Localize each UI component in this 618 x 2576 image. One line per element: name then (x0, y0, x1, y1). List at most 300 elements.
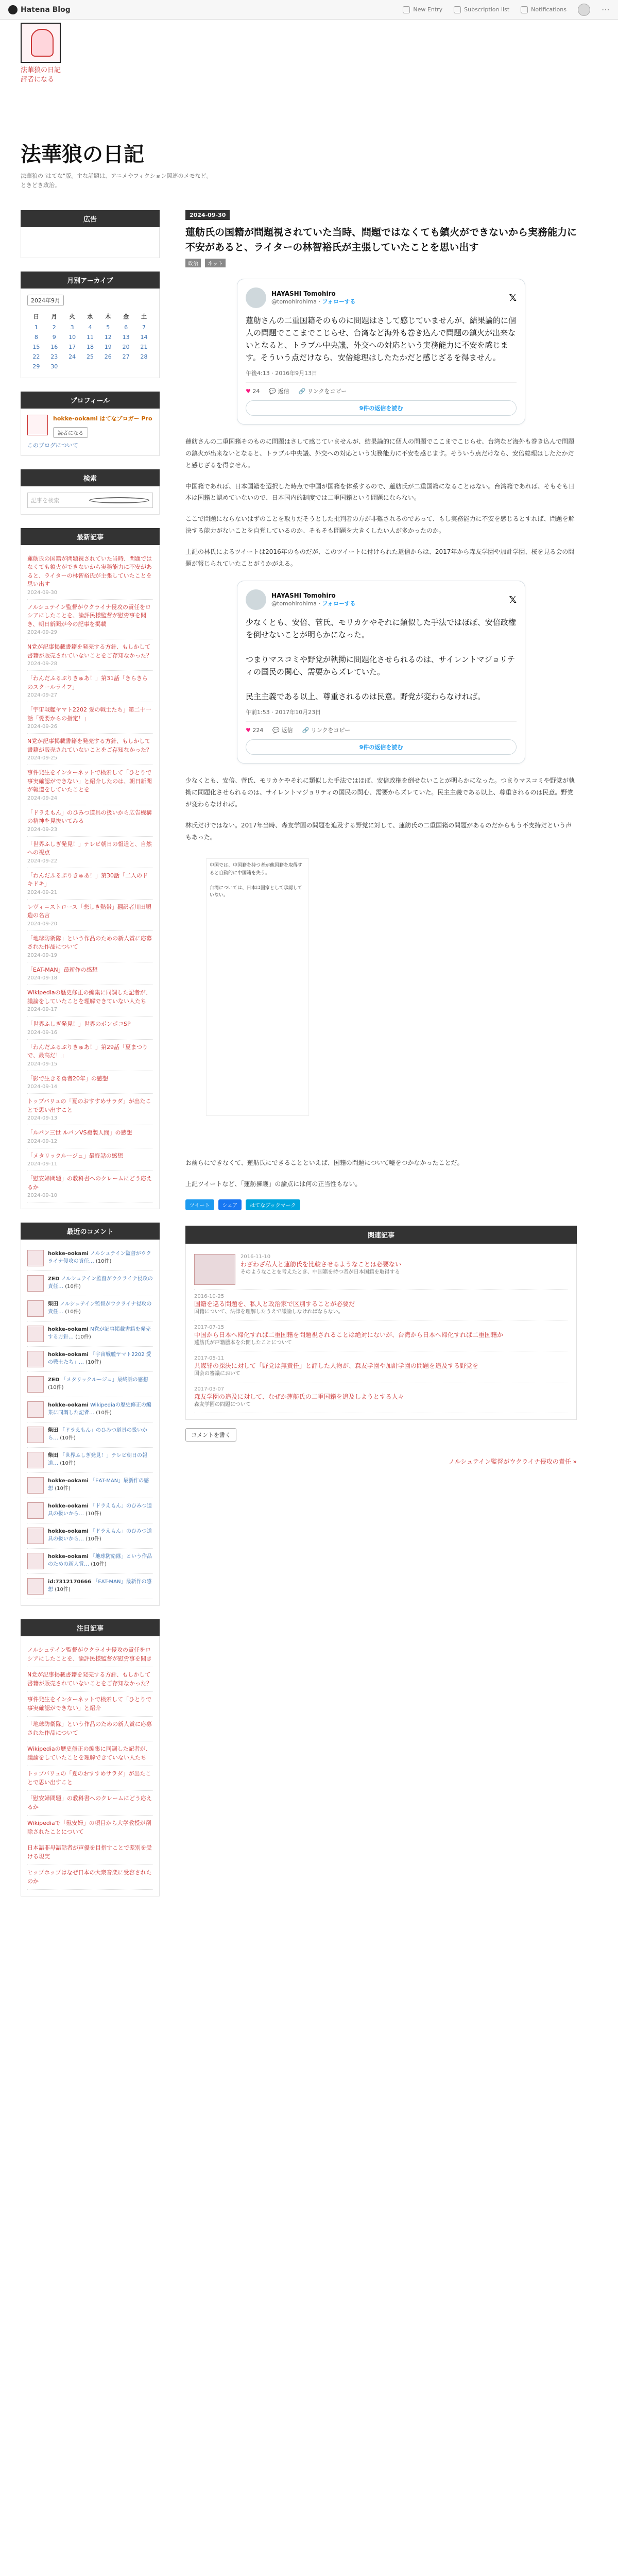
calendar-day[interactable]: 25 (86, 353, 94, 361)
entry-paragraph: 蓮舫さんの二重国籍そのものに問題はさして感じていませんが、結果論的に個人の問題でここまでこじらせ、台湾など海外も巻き込んで問題の鎮火が出来ないとなると、トラブル中央議、外交への対応という実務能力に不安を感じます。そういう点だけなら、安倍総理はしたたかだと感じざるを得ません。 (185, 438, 575, 469)
hatena-bookmark-button[interactable]: はてなブックマーク (246, 1199, 300, 1210)
tweet-text: 蓮舫さんの二重国籍そのものに問題はさして感じていませんが、結果論的に個人の問題でここまでこじらせ、台湾など海外も巻き込んで問題の鎮火が出来ないとなると、トラブル中央議、外交への対応という実務能力に不安を感じます。そういう点だけなら、安倍総理はしたたかだと感じざるを得ません。 (246, 316, 517, 363)
list-icon (454, 6, 461, 13)
entry-paragraph: 少なくとも、安倍、菅氏、モリカケやそれに類似した手法ではほぼ、安倍政権を倒せないことが明らかになった。つまりマスコミや野党が執拗に問題化させられるのは、サイレントマジョリティの国民の関心、需要からズレていた。民主主義である以上、尊重されるのは民意。野党が変わらなければ。 (185, 777, 575, 808)
popular-post-item[interactable] (27, 1816, 153, 1840)
latest-posts-head: 最新記事 (21, 528, 160, 545)
commenter-avatar[interactable] (27, 1351, 44, 1367)
comment-target-link[interactable]: 「世界ふしぎ発見！」テレビ朝日の報道… (48, 1453, 147, 1467)
search-placeholder: 記事を検索 (31, 497, 59, 504)
link-icon: 🔗 (298, 388, 306, 395)
related-post-title[interactable]: 共謀罪の採決に対して「野党は無責任」と評した人物が、森友学園や加計学園の問題を追及する野党を (194, 1362, 479, 1369)
entry-paragraph: 上記ツイートなど、「蓮舫擁護」の論点には何の正当性もない。 (185, 1180, 362, 1188)
calendar-day[interactable]: 28 (140, 353, 148, 361)
related-post-date: 2017-07-15 (194, 1324, 225, 1330)
search-icon[interactable] (89, 497, 149, 503)
comment-count: (10件) (48, 1385, 64, 1391)
popular-post-item[interactable] (27, 1717, 153, 1741)
latest-post-date: 2024-09-10 (27, 1193, 58, 1199)
tweet-author-name[interactable]: HAYASHI Tomohiro (271, 592, 336, 600)
recent-comment-item[interactable] (27, 1498, 153, 1523)
recent-comment-item[interactable] (27, 1296, 153, 1321)
calendar-day[interactable]: 22 (32, 353, 40, 361)
latest-post-item[interactable] (27, 805, 153, 837)
latest-post-date: 2024-09-12 (27, 1138, 58, 1144)
calendar-day (135, 362, 153, 371)
popular-post-item[interactable] (27, 1766, 153, 1791)
commenter-name[interactable]: ZED (48, 1276, 60, 1282)
latest-post-date: 2024-09-20 (27, 921, 58, 927)
related-post-date: 2016-11-10 (241, 1253, 271, 1260)
comment-count: (10件) (75, 1334, 91, 1341)
subscription-list-button[interactable]: Subscription list (454, 6, 509, 13)
link-icon: 🔗 (302, 727, 310, 734)
entry-category-politics[interactable]: 政治 (185, 259, 201, 267)
latest-post-date: 2024-09-23 (27, 826, 58, 833)
tweet-copy-link-button[interactable]: 🔗 リンクをコピー (302, 727, 351, 734)
latest-post-item[interactable] (27, 1094, 153, 1125)
calendar-weekday: 火 (69, 313, 75, 320)
entry-date[interactable]: 2024-09-30 (185, 210, 230, 220)
commenter-name[interactable]: hokke-ookami (48, 1529, 89, 1535)
related-post-item[interactable] (194, 1290, 568, 1320)
latest-post-item[interactable] (27, 931, 153, 962)
popular-post-title[interactable]: ヒップホップはなぜ日本の大衆音楽に受容されたのか (27, 1869, 152, 1885)
comment-target-link[interactable]: 「EAT-MAN」最新作の感想 (48, 1478, 149, 1492)
latest-post-title[interactable]: 「メタリックルージュ」最終話の感想 (27, 1152, 123, 1159)
reply-icon: 💬 (272, 727, 280, 734)
comment-count: (10件) (91, 1562, 107, 1568)
related-post-item[interactable] (194, 1382, 568, 1413)
commenter-avatar[interactable] (27, 1528, 44, 1544)
latest-post-date: 2024-09-15 (27, 1061, 58, 1067)
latest-post-title[interactable]: 「世界ふしぎ発見！」テレビ朝日の報道と、自然への視点 (27, 840, 152, 856)
calendar-day (117, 362, 135, 371)
comment-count: (10件) (65, 1284, 81, 1290)
commenter-avatar[interactable] (27, 1300, 44, 1317)
tweet-author-handle[interactable]: @tomohirohima (271, 600, 317, 607)
related-post-summary: 国会の審議において (194, 1370, 241, 1377)
related-post-summary: 国籍について、法律を理解したうえで議論しなければならない。 (194, 1309, 344, 1315)
latest-post-title[interactable]: 蓮舫氏の国籍が問題視されていた当時、問題ではなくても鎮火ができないから実務能力に不安があると、ライターの林智裕氏が主張していたことを思い出す (27, 555, 152, 588)
calendar-day[interactable]: 3 (70, 324, 74, 331)
embedded-tweet: HAYASHI Tomohiro @tomohirohima · フォローする 𝕏 蓮舫さんの二重国籍そのものに問題はさして感じていませんが、結果論的に個人の問題でここまでこじらせ、台湾など海外も巻き込んで問題の鎮火が出来ないとなると、トラブル中央議、外交への対応という実務能力に不安を感じます。そういう点だけなら、安倍総理はしたたかだと感じざるを得ません。 午後4:13 · 2016年9月13日 ♥ 24 💬 返信 🔗 リンクをコピー 9件の返信を読む (237, 279, 525, 425)
tweet-author-avatar[interactable] (246, 589, 266, 610)
latest-post-item[interactable] (27, 671, 153, 702)
popular-post-title[interactable]: 「地球防衛隊」という作品のための新人賞に応募された作品について (27, 1721, 152, 1736)
latest-post-item[interactable] (27, 837, 153, 868)
popular-post-item[interactable] (27, 1791, 153, 1816)
latest-post-date: 2024-09-30 (27, 589, 58, 596)
tweet-like-button[interactable]: ♥ 224 (246, 726, 264, 734)
comment-count: (10件) (60, 1461, 76, 1467)
recent-comment-item[interactable] (27, 1422, 153, 1448)
popular-post-title[interactable]: Wikipediaで「慰安婦」の項目から大学教授が削除されたことについて (27, 1820, 151, 1835)
heart-icon: ♥ (246, 387, 251, 395)
recent-comment-item[interactable] (27, 1523, 153, 1549)
commenter-name[interactable]: hokke-ookami (48, 1554, 89, 1560)
ad-widget (21, 210, 160, 258)
x-logo-icon[interactable]: 𝕏 (509, 292, 517, 303)
tweet-timestamp[interactable]: 午後4:13 · 2016年9月13日 (246, 370, 318, 377)
popular-post-item[interactable] (27, 1667, 153, 1692)
calendar-day[interactable]: 27 (122, 353, 130, 361)
latest-post-date: 2024-09-24 (27, 795, 58, 801)
calendar-day[interactable]: 11 (86, 334, 94, 341)
commenter-avatar[interactable] (27, 1427, 44, 1443)
profile-name[interactable]: hokke-ookami はてなブロガー Pro (53, 415, 152, 422)
search-widget-head: 検索 (21, 469, 160, 486)
main-content (185, 210, 577, 1910)
profile-widget (21, 392, 160, 455)
latest-post-date: 2024-09-13 (27, 1115, 58, 1122)
latest-post-item[interactable] (27, 734, 153, 765)
entry-paragraph: 林氏だけではない。2017年当時、森友学園の問題を追及する野党に対して、蓮舫氏の二重国籍の問題があるのだからもう不支持だという声もあった。 (185, 821, 572, 841)
commenter-avatar[interactable] (27, 1578, 44, 1595)
comment-target-link[interactable]: Wikipediaの歴史修正の編集に同調した記者… (48, 1402, 151, 1416)
next-entry-link[interactable]: ノルシュテイン監督がウクライナ侵攻の責任 » (449, 1458, 577, 1465)
popular-post-item[interactable] (27, 1642, 153, 1667)
recent-comment-item[interactable] (27, 1549, 153, 1574)
related-post-date: 2017-05-11 (194, 1355, 225, 1361)
related-post-date: 2016-10-25 (194, 1293, 225, 1299)
commenter-name[interactable]: hokke-ookami (48, 1478, 89, 1484)
commenter-name[interactable]: 柴田 (48, 1428, 58, 1434)
tweet-author-handle[interactable]: @tomohirohima (271, 298, 317, 306)
tweet-text: 少なくとも、安倍、菅氏、モリカケやそれに類似した手法ではほぼ、安倍政権を倒せないことが明らかになった。 つまりマスコミや野党が執拗に問題化させられるのは、サイレントマジョリティの国民の関心、需要からズレていた。 民主主義である以上、尊重されるのは民意。野党が変わらなければ。 (246, 618, 516, 702)
latest-post-title[interactable]: 「宇宙戦艦ヤマト2202 愛の戦士たち」第二十一話「愛要からの指定！」 (27, 706, 151, 722)
latest-post-item[interactable] (27, 1040, 153, 1071)
calendar-day[interactable]: 8 (34, 334, 38, 341)
calendar-day[interactable]: 7 (142, 324, 146, 331)
new-entry-button[interactable]: New Entry (403, 6, 442, 13)
archive-calendar (27, 310, 153, 371)
popular-posts-head: 注目記事 (21, 1619, 160, 1636)
calendar-day[interactable]: 10 (68, 334, 76, 341)
popular-post-title[interactable]: 日本語非母語話者が声優を目指すことで差別を受ける現実 (27, 1844, 152, 1860)
tweet-share-button[interactable]: ツイート (185, 1199, 214, 1210)
calendar-weekday: 土 (141, 313, 147, 320)
comment-count: (10件) (95, 1259, 112, 1265)
entry-paragraph: ここで問題にならないはずのことを取りだそうとした批判者の方が非難されるのであって、もし実務能力に不安を感じるとすれば、問題を解決する能力がないことを自覚しているのか、そもそも問題を大きくしたい人が多かったのか。 (185, 515, 575, 534)
popular-post-title[interactable]: トップバリュの「夏のおすすめサラダ」が出たことで思い出すこと (27, 1770, 151, 1786)
comment-target-link[interactable]: 「EAT-MAN」最新作の感想 (48, 1579, 152, 1593)
banner-note: 法華狼の日記 評者になる (21, 66, 61, 84)
latest-post-title[interactable]: 事件発生をインターネットで検索して「ひとりで事実確認ができない」と紹介したのは、朝日新聞が報道をしていたことを (27, 769, 152, 793)
calendar-day[interactable]: 18 (86, 344, 94, 351)
latest-post-title[interactable]: 「影で生きる勇者20年」の感想 (27, 1075, 108, 1082)
comment-target-link[interactable]: 「ドラえもん」のひみつ道具の扱いから… (48, 1529, 152, 1543)
recent-comment-item[interactable] (27, 1347, 153, 1372)
embedded-screenshot-text: 中国では、中国籍を持つ者が他国籍を取得すると自動的に中国籍を失う。 台湾については、日本は国家として承認していない。 (210, 863, 303, 898)
related-post-date: 2017-03-07 (194, 1386, 225, 1392)
calendar-day[interactable]: 23 (50, 353, 58, 361)
related-post-summary: 蓮舫氏が戸籍謄本を公開したことについて (194, 1340, 292, 1346)
related-post-title[interactable]: 中国から日本へ帰化すれば二重国籍を問題視されることは絶対にないが、台湾から日本へ帰化すれば二重国籍か (194, 1331, 504, 1338)
commenter-name[interactable]: hokke-ookami (48, 1352, 89, 1358)
comment-target-link[interactable]: 「ドラえもん」のひみつ道具の扱いから… (48, 1503, 152, 1517)
heart-icon: ♥ (246, 726, 251, 734)
comment-target-link[interactable]: ノルシュテイン監督がウクライナ侵攻の責任… (48, 1301, 152, 1315)
calendar-day (63, 362, 81, 371)
latest-post-date: 2024-09-16 (27, 1029, 58, 1036)
calendar-day[interactable]: 12 (104, 334, 112, 341)
recent-comment-item[interactable] (27, 1574, 153, 1599)
commenter-avatar[interactable] (27, 1502, 44, 1519)
popular-post-title[interactable]: ノルシュテイン監督がウクライナ侵攻の責任をロシアにしたことを、論評民様監督が慰労事を聞き (27, 1647, 152, 1662)
calendar-day (99, 362, 117, 371)
commenter-name[interactable]: hokke-ookami (48, 1251, 89, 1257)
calendar-day[interactable]: 24 (68, 353, 76, 361)
latest-post-item[interactable] (27, 639, 153, 671)
profile-avatar[interactable] (27, 415, 48, 435)
comment-count: (10件) (55, 1486, 71, 1492)
popular-posts-list (27, 1642, 153, 1890)
latest-post-date: 2024-09-11 (27, 1161, 58, 1167)
latest-post-title[interactable]: N党が記事掲載書籍を発売する方針、もしかして書籍が販売されていないことをご存知なかった？ (27, 738, 152, 753)
tweet-read-replies-button[interactable]: 9件の返信を読む (246, 739, 517, 755)
ad-widget-head: 広告 (21, 210, 160, 227)
tweet-follow-button[interactable]: フォローする (322, 600, 356, 607)
latest-post-date: 2024-09-28 (27, 661, 58, 667)
calendar-weekday: 金 (123, 313, 129, 320)
x-logo-icon[interactable]: 𝕏 (509, 594, 517, 605)
latest-post-date: 2024-09-29 (27, 630, 58, 636)
ad-slot (21, 227, 160, 258)
comment-target-link[interactable]: 「メタリックルージュ」最終話の感想 (61, 1377, 148, 1383)
comment-count: (10件) (85, 1360, 101, 1366)
share-buttons (185, 1199, 577, 1210)
tweet-follow-button[interactable]: フォローする (322, 298, 356, 306)
related-posts-head: 関連記事 (185, 1226, 577, 1244)
commenter-name[interactable]: 柴田 (48, 1301, 58, 1308)
latest-post-title[interactable]: 「わんだふるぷりきゅあ！」第30話「二人のドキドキ」 (27, 872, 148, 888)
tweet-like-button[interactable]: ♥ 24 (246, 387, 260, 395)
commenter-name[interactable]: hokke-ookami (48, 1503, 89, 1510)
latest-post-title[interactable]: 「EAT-MAN」最新作の感想 (27, 966, 98, 973)
latest-posts-list (27, 551, 153, 1203)
latest-post-item[interactable] (27, 551, 153, 600)
commenter-avatar[interactable] (27, 1401, 44, 1418)
latest-post-item[interactable] (27, 900, 153, 931)
recent-comment-item[interactable] (27, 1271, 153, 1296)
archive-widget (21, 272, 160, 378)
blog-title[interactable]: 法華狼の日記 (21, 142, 144, 166)
calendar-day[interactable]: 30 (50, 363, 58, 370)
tweet-copy-link-button[interactable]: 🔗 リンクをコピー (298, 388, 347, 395)
popular-post-item[interactable] (27, 1840, 153, 1865)
latest-post-item[interactable] (27, 600, 153, 640)
hatena-logo-icon (8, 5, 18, 14)
calendar-day[interactable]: 26 (104, 353, 112, 361)
related-post-item[interactable] (194, 1250, 568, 1290)
calendar-day[interactable]: 13 (122, 334, 130, 341)
calendar-day[interactable]: 29 (32, 363, 40, 370)
tweet-timestamp[interactable]: 午前1:53 · 2017年10月23日 (246, 709, 321, 716)
archive-widget-head: 月別アーカイブ (21, 272, 160, 289)
latest-post-date: 2024-09-26 (27, 724, 58, 730)
blog-description: 法華狼の"はてな"版。主な話題は、アニメやフィクション関連のメモなど。ときどき政治。 (21, 173, 212, 189)
comment-target-link[interactable]: 「ドラえもん」のひみつ道具の扱いから… (48, 1428, 147, 1442)
calendar-day[interactable]: 21 (140, 344, 148, 351)
calendar-day (81, 362, 99, 371)
popular-post-item[interactable] (27, 1741, 153, 1766)
related-post-title[interactable]: 国籍を巡る問題を、私人と政治家で区別することが必要だ (194, 1300, 355, 1308)
calendar-day[interactable]: 16 (50, 344, 58, 351)
latest-post-title[interactable]: レヴィ＝ストロース「悲しき熱帯」翻訳者川田順造の名言 (27, 903, 151, 919)
sidebar (21, 210, 160, 1910)
commenter-avatar[interactable] (27, 1452, 44, 1468)
related-post-item[interactable] (194, 1351, 568, 1382)
tweet-reply-button[interactable]: 💬 返信 (272, 727, 293, 734)
comment-target-link[interactable]: N党が記事掲載書籍を発売する方針… (48, 1327, 151, 1341)
calendar-day[interactable]: 1 (34, 324, 38, 331)
latest-post-item[interactable] (27, 1148, 153, 1172)
calendar-day[interactable]: 5 (106, 324, 110, 331)
latest-post-title[interactable]: 「慰安婦問題」の教科書へのクレームにどう応えるか (27, 1175, 152, 1191)
comment-count: (10件) (65, 1309, 81, 1315)
calendar-day[interactable]: 2 (52, 324, 56, 331)
commenter-avatar[interactable] (27, 1275, 44, 1292)
bell-icon (521, 6, 528, 13)
latest-post-title[interactable]: 「地球防衛隊」という作品のための新人賞に応募された作品について (27, 935, 152, 951)
latest-post-title[interactable]: N党が記事掲載書籍を発売する方針、もしかして書籍が販売されていないことをご存知なかった？ (27, 643, 152, 659)
commenter-name[interactable]: ZED (48, 1377, 60, 1383)
latest-post-date: 2024-09-18 (27, 975, 58, 981)
calendar-day[interactable]: 20 (122, 344, 130, 351)
latest-post-item[interactable] (27, 765, 153, 805)
latest-post-title[interactable]: 「わんだふるぷりきゅあ！」第29話「夏まつりで、最高だ！」 (27, 1043, 148, 1059)
commenter-avatar[interactable] (27, 1553, 44, 1569)
latest-post-item[interactable] (27, 702, 153, 734)
popular-post-title[interactable]: 「慰安婦問題」の教科書へのクレームにどう応えるか (27, 1795, 152, 1810)
latest-post-item[interactable] (27, 985, 153, 1016)
latest-post-title[interactable]: 「世界ふしぎ発見！」世界のポンポコSP (27, 1021, 131, 1028)
latest-post-title[interactable]: トップバリュの「夏のおすすめサラダ」が出たことで思い出すこと (27, 1098, 151, 1113)
commenter-name[interactable]: id:7312170666 (48, 1579, 92, 1585)
popular-post-title[interactable]: Wikipediaの歴史修正の編集に同調した記者が、議論をしていたことを理解できていない人たち (27, 1745, 151, 1761)
more-menu-icon[interactable]: ⋯ (602, 5, 610, 14)
latest-post-item[interactable] (27, 1125, 153, 1148)
popular-post-item[interactable] (27, 1865, 153, 1890)
comment-count: (10件) (55, 1587, 71, 1593)
calendar-day[interactable]: 4 (88, 324, 92, 331)
calendar-day[interactable]: 14 (140, 334, 148, 341)
commenter-name[interactable]: hokke-ookami (48, 1402, 89, 1409)
reply-icon: 💬 (269, 388, 277, 395)
latest-post-date: 2024-09-19 (27, 952, 58, 958)
blog-banner (0, 20, 618, 123)
commenter-avatar[interactable] (27, 1326, 44, 1342)
latest-post-title[interactable]: 「ドラえもん」のひみつ道具の扱いから広告機構の精神を見抜いてみる (27, 809, 152, 825)
hatena-logo-text: Hatena Blog (21, 5, 71, 14)
calendar-day[interactable]: 19 (104, 344, 112, 351)
latest-post-item[interactable] (27, 1071, 153, 1094)
popular-post-title[interactable]: 事件発生をインターネットで検索して「ひとりで事実確認ができない」と紹介 (27, 1696, 152, 1711)
related-posts-list (185, 1244, 577, 1420)
recent-comment-item[interactable] (27, 1397, 153, 1422)
entry-title[interactable]: 蓮舫氏の国籍が問題視されていた当時、問題ではなくても鎮火ができないから実務能力に不安があると、ライターの林智裕氏が主張していたことを思い出す (185, 227, 577, 253)
tweet-read-replies-button[interactable]: 9件の返信を読む (246, 400, 517, 416)
recent-comment-item[interactable] (27, 1473, 153, 1498)
latest-post-date: 2024-09-14 (27, 1084, 58, 1090)
calendar-weekday: 水 (87, 313, 93, 320)
latest-post-title[interactable]: 「わんだふるぷりきゅあ！」第31話「きらきらのスクールライフ」 (27, 675, 148, 690)
related-post-title[interactable]: わざわざ私人と蓮舫氏を比較させるようなことは必要ない (241, 1260, 402, 1268)
latest-post-date: 2024-09-27 (27, 692, 58, 699)
commenter-name[interactable]: 柴田 (48, 1453, 58, 1459)
related-post-summary: 森友学園の問題について (194, 1401, 251, 1408)
recent-comment-item[interactable] (27, 1372, 153, 1397)
latest-post-date: 2024-09-25 (27, 755, 58, 761)
subscribe-button[interactable]: 読者になる (53, 427, 88, 438)
popular-post-title[interactable]: N党が記事掲載書籍を発売する方針、もしかして書籍が販売されていないことをご存知なかった？ (27, 1671, 152, 1687)
recent-comment-item[interactable] (27, 1321, 153, 1347)
popular-posts-widget (21, 1619, 160, 1896)
popular-post-item[interactable] (27, 1692, 153, 1717)
notifications-button[interactable]: Notifications (521, 6, 566, 13)
comment-count: (10件) (85, 1536, 101, 1543)
latest-post-title[interactable]: ノルシュテイン監督がウクライナ侵攻の責任をロシアにしたことを、論評民様監督が慰労事を聞き、朝日新聞が今の記事を掲載 (27, 603, 151, 628)
calendar-weekday: 木 (105, 313, 111, 320)
commenter-avatar[interactable] (27, 1250, 44, 1266)
tweet-author-avatar[interactable] (246, 287, 266, 308)
calendar-day[interactable]: 15 (32, 344, 40, 351)
entry-paragraph: 上記の林氏によるツイートは2016年のものだが、このツイートに付けられた返信からは、2017年から森友学園や加計学園、桜を見る会の問題が報じられていたことがうかがえる。 (185, 548, 575, 567)
about-blog-link[interactable]: このブログについて (27, 442, 78, 449)
latest-post-item[interactable] (27, 868, 153, 900)
recent-comments-head: 最近のコメント (21, 1223, 160, 1240)
commenter-avatar[interactable] (27, 1477, 44, 1494)
tweet-author-name[interactable]: HAYASHI Tomohiro (271, 290, 336, 298)
facebook-share-button[interactable]: シェア (218, 1199, 242, 1210)
related-post-title[interactable]: 森友学園の追及に対して、なぜか蓮舫氏の二重国籍を追及しようとする人々 (194, 1393, 404, 1400)
comment-target-link[interactable]: ノルシュテイン監督がウクライナ侵攻の責任… (48, 1251, 151, 1265)
user-avatar[interactable] (578, 4, 590, 16)
hatena-logo[interactable] (8, 5, 71, 14)
comment-target-link[interactable]: 「地球防衛隊」という作品のための新人賞… (48, 1554, 152, 1568)
latest-post-item[interactable] (27, 1171, 153, 1202)
latest-post-title[interactable]: 「ルパン三世 ルパンVS複製人間」の感想 (27, 1129, 132, 1137)
recent-comment-item[interactable] (27, 1246, 153, 1271)
latest-post-title[interactable]: Wikipediaの歴史修正の編集に同調した記者が、議論をしていたことを理解できていない人たち (27, 989, 151, 1005)
calendar-day[interactable]: 17 (68, 344, 76, 351)
latest-post-item[interactable] (27, 962, 153, 986)
recent-comment-item[interactable] (27, 1448, 153, 1473)
archive-month-select[interactable]: 2024年9月 (27, 295, 64, 306)
calendar-day[interactable]: 9 (52, 334, 56, 341)
entry-category-net[interactable]: ネット (205, 259, 226, 267)
calendar-weekday: 月 (51, 313, 57, 320)
related-post-thumbnail[interactable] (194, 1254, 235, 1285)
comment-target-link[interactable]: 「宇宙戦艦ヤマト2202 愛の戦士たち」… (48, 1352, 151, 1366)
latest-post-item[interactable] (27, 1016, 153, 1040)
calendar-day[interactable]: 6 (124, 324, 128, 331)
tweet-reply-button[interactable]: 💬 返信 (269, 388, 289, 395)
related-post-item[interactable] (194, 1320, 568, 1351)
commenter-avatar[interactable] (27, 1376, 44, 1393)
embedded-screenshot-image (185, 858, 453, 1147)
entry-paragraph: 中国籍であれば、日本国籍を選択した時点で中国が国籍を体系するので、蓮舫氏が二重国籍になることはない。台湾籍であれば、そもそも日本は国籍と認めていないので、日本国内的制度では二重国籍という問題にならない。 (185, 482, 575, 502)
search-input[interactable] (27, 493, 153, 508)
latest-post-date: 2024-09-21 (27, 889, 58, 895)
comment-count: (10件) (85, 1511, 101, 1517)
pen-icon (403, 6, 410, 13)
entry-paragraph: お前らにできなくて、蓮舫氏にできることといえば、国籍の問題について嘘をつかなかったことだ。 (185, 1159, 464, 1167)
comment-target-link[interactable]: ノルシュテイン監督がウクライナ侵攻の責任… (48, 1276, 153, 1290)
write-comment-button[interactable]: コメントを書く (185, 1428, 236, 1442)
commenter-name[interactable]: hokke-ookami (48, 1327, 89, 1333)
